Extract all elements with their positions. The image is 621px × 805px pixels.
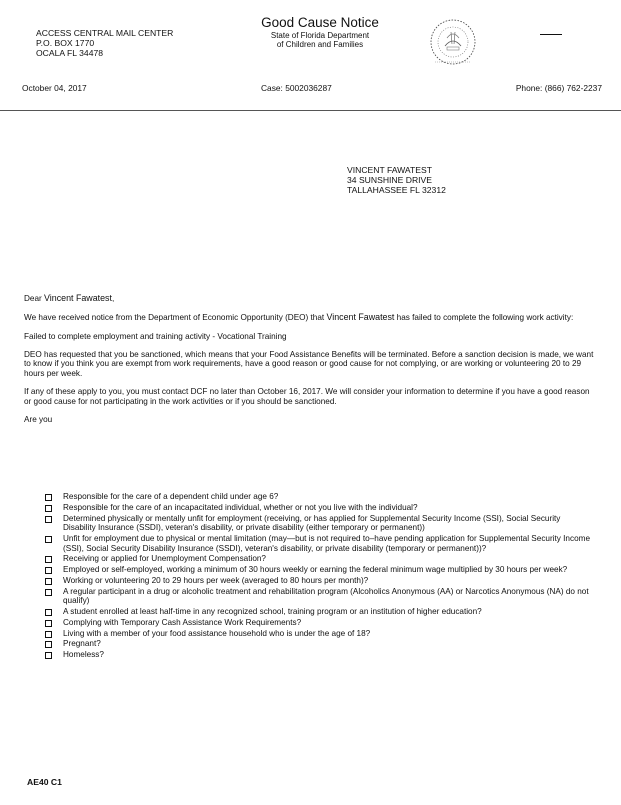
- exemption-checklist: [45, 492, 590, 661]
- agency-line-1: State of Florida Department: [270, 30, 370, 40]
- checklist-item: [45, 576, 590, 586]
- checkbox-icon: [45, 516, 52, 523]
- header-dash: [540, 34, 562, 35]
- checklist-item-text: Complying with Temporary Cash Assistance Work Requirements?: [63, 617, 302, 627]
- state-seal-icon: [425, 14, 481, 70]
- checkbox-icon: [45, 609, 52, 616]
- checklist-item: [45, 587, 590, 606]
- checklist-item-text: Employed or self-employed, working a minimum of 30 hours weekly or earning the federal minimum wage multiplied by 30 hours per week?: [63, 565, 568, 575]
- paragraph-notice-name: Vincent Fawatest: [326, 312, 395, 323]
- checklist-item-text: A student enrolled at least half-time in any recognized school, training program or an institution of higher education?: [63, 607, 482, 617]
- checklist-item-text: Receiving or applied for Unemployment Compensation?: [63, 554, 266, 564]
- paragraph-notice-end: has failed to complete the following work activity:: [394, 313, 574, 323]
- recipient-address: [347, 166, 446, 196]
- sender-line-1: ACCESS CENTRAL MAIL CENTER: [36, 28, 174, 38]
- checklist-item-text: Homeless?: [63, 650, 104, 660]
- letter-body: [24, 293, 596, 434]
- checklist-item: [45, 492, 590, 502]
- phone-number: Phone: (866) 762-2237: [515, 83, 602, 93]
- salutation-suffix: ,: [111, 294, 115, 303]
- salutation: [24, 293, 596, 304]
- checklist-item: [45, 629, 590, 639]
- paragraph-notice-start: We have received notice from the Department of Economic Opportunity (DEO) that: [24, 313, 327, 323]
- failed-activity: Failed to complete employment and training activity - Vocational Training: [24, 331, 287, 341]
- recipient-street: 34 SUNSHINE DRIVE: [347, 174, 433, 185]
- checklist-item: [45, 650, 590, 660]
- checkbox-icon: [45, 556, 52, 563]
- checklist-item: [45, 565, 590, 575]
- sender-line-2: P.O. BOX 1770: [36, 37, 95, 48]
- checkbox-icon: [45, 641, 52, 648]
- checklist-item: [45, 554, 590, 564]
- checklist-item: [45, 607, 590, 617]
- checkbox-icon: [45, 631, 52, 638]
- checklist-item: [45, 639, 590, 649]
- checklist-item-text: Unfit for employment due to physical or mental limitation (may—but is not required to–have pending application for Supplemental Security Income (SSI), Social Security Disability Insurance (SSDI), veteran's disability, or private disability (temporary or permanent))?: [63, 533, 591, 553]
- checklist-item: [45, 503, 590, 513]
- checkbox-icon: [45, 620, 52, 627]
- recipient-name: VINCENT FAWATEST: [347, 165, 432, 175]
- checklist-item-text: Responsible for the care of an incapacitated individual, whether or not you live with the individual?: [63, 502, 418, 512]
- checklist-item-text: Responsible for the care of a dependent child under age 6?: [63, 492, 279, 501]
- salutation-prefix: Dear: [24, 294, 45, 303]
- salutation-name: Vincent Fawatest: [44, 293, 112, 303]
- checklist-item-text: Pregnant?: [63, 639, 101, 649]
- checklist-item-text: Working or volunteering 20 to 29 hours per week (averaged to 80 hours per month)?: [63, 575, 369, 585]
- header-divider: [0, 110, 621, 111]
- checkbox-icon: [45, 578, 52, 585]
- checkbox-icon: [45, 567, 52, 574]
- checklist-item-text: A regular participant in a drug or alcoholic treatment and rehabilitation program (Alcoholics Anonymous (AA) or Narcotics Anonymous (NA) do not qualify): [63, 586, 589, 606]
- recipient-city: TALLAHASSEE FL 32312: [347, 184, 446, 195]
- checkbox-icon: [45, 536, 52, 543]
- paragraph-notice: [24, 312, 596, 323]
- are-you-label: Are you: [24, 415, 53, 425]
- checklist-item: [45, 618, 590, 628]
- checkbox-icon: [45, 589, 52, 596]
- form-code: AE40 C1: [27, 777, 62, 787]
- checklist-item-text: Determined physically or mentally unfit for employment (receiving, or has applied for Supplemental Security Income (SSI), Social Security Disability Insurance (SSDI), veteran's disability, or private disability (either temporary or permanent)): [63, 513, 561, 533]
- notice-title: Good Cause Notice: [261, 15, 379, 30]
- checklist-item: [45, 514, 590, 533]
- paragraph-deadline: If any of these apply to you, you must contact DCF no later than October 16, 2017. We will consider your information to determine if you have a good reason or good cause for not participating in the work activities or if you should be sanctioned.: [24, 387, 590, 407]
- paragraph-sanction: DEO has requested that you be sanctioned, which means that your Food Assistance Benefits will be terminated. Before a sanction decision is made, we want to know if you think you are exempt from work requirements, have a good reason or good cause for not complying, or are working or volunteering 20 to 29 hours per week.: [24, 349, 594, 379]
- sender-address: [36, 29, 173, 59]
- notice-date: October 04, 2017: [22, 83, 87, 93]
- case-number: Case: 5002036287: [261, 83, 332, 93]
- notice-header: [245, 16, 395, 50]
- sender-line-3: OCALA FL 34478: [36, 47, 104, 58]
- agency-line-2: of Children and Families: [276, 40, 364, 50]
- checklist-item: [45, 534, 590, 553]
- checkbox-icon: [45, 652, 52, 659]
- checkbox-icon: [45, 494, 52, 501]
- checklist-item-text: Living with a member of your food assistance household who is under the age of 18?: [63, 628, 371, 638]
- checkbox-icon: [45, 505, 52, 512]
